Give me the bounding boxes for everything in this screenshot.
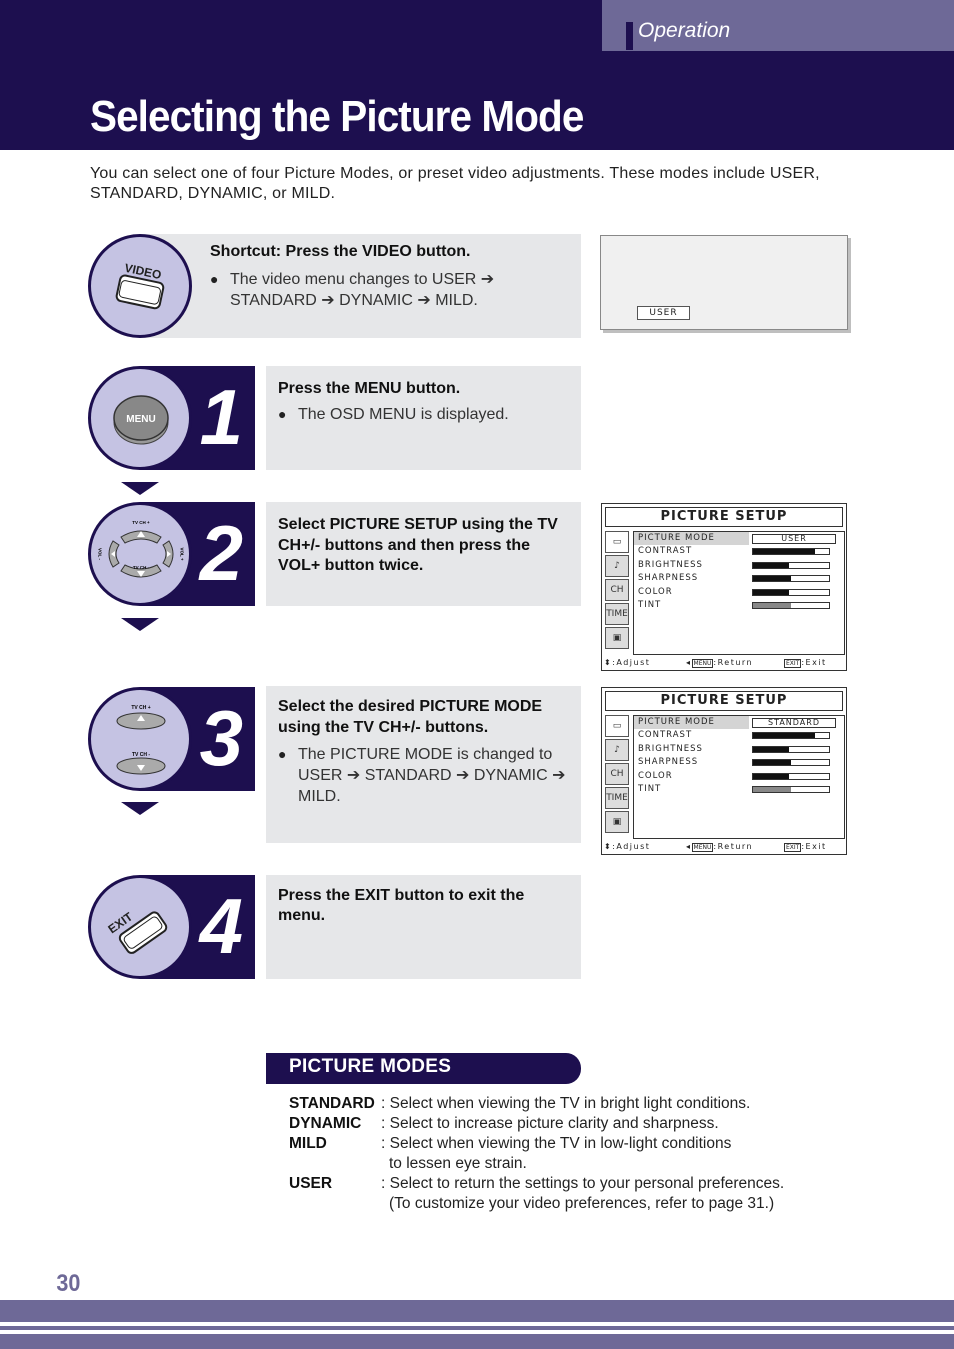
shortcut-bullet [210, 269, 581, 311]
menu-key-icon: MENU [693, 660, 712, 667]
osd-item-label: BRIGHTNESS [638, 743, 703, 754]
osd-row-tint [634, 599, 844, 612]
osd-row-brightness [634, 743, 844, 756]
osd-row-picture-mode [634, 716, 820, 729]
osd-mode-value: STANDARD [752, 718, 836, 728]
osd-level-bar [752, 575, 830, 582]
osd-item-label: TINT [638, 599, 662, 610]
osd-level-bar [752, 732, 830, 739]
footer-rule [0, 1326, 954, 1330]
osd-item-label: TINT [638, 783, 662, 794]
mode-term: DYNAMIC [289, 1115, 362, 1132]
osd-menu-body [633, 715, 845, 839]
osd-icon-column [605, 531, 631, 655]
osd-row-contrast [634, 545, 844, 558]
channel-volume-buttons-circle [88, 502, 192, 606]
osd-level-fill [753, 787, 791, 792]
tv-ch-down-label: TV CH - [132, 565, 150, 570]
osd-footer-exit [784, 656, 827, 671]
osd-item-label: SHARPNESS [638, 757, 699, 768]
picture-modes-heading: PICTURE MODES [289, 1056, 452, 1077]
osd-item-label: BRIGHTNESS [638, 559, 703, 570]
exit-button-icon [91, 878, 189, 976]
osd-item-label: COLOR [638, 586, 673, 597]
step-3-bullet [278, 744, 570, 807]
osd-title: PICTURE SETUP [605, 691, 843, 711]
osd-level-fill [753, 563, 789, 568]
mode-term: STANDARD [289, 1095, 375, 1112]
step-2-panel [266, 502, 581, 606]
section-tab [602, 0, 954, 51]
shortcut-panel [140, 234, 581, 338]
step-3-panel [266, 686, 581, 843]
shortcut-heading: Shortcut: Press the VIDEO button. [210, 243, 471, 260]
step-1-number: 1 [199, 373, 243, 461]
osd-level-bar [752, 773, 830, 780]
mode-definition: : Select when viewing the TV in bright light conditions. [381, 1095, 751, 1112]
osd-footer [602, 656, 846, 670]
osd-item-label: PICTURE MODE [638, 717, 715, 727]
page-number: 30 [56, 1270, 81, 1297]
osd-icon-column [605, 715, 631, 839]
osd-mode-value: USER [752, 534, 836, 544]
osd-footer-exit-text: :Exit [801, 658, 827, 667]
osd-level-fill [753, 590, 789, 595]
osd-level-fill [753, 603, 791, 608]
step-1-heading: Press the MENU button. [278, 380, 461, 397]
osd-item-label: PICTURE MODE [638, 533, 715, 543]
direction-pad-icon [91, 505, 189, 603]
video-button-icon [91, 237, 189, 335]
osd-level-bar [752, 602, 830, 609]
step-1-bullet [278, 404, 581, 425]
step-4-heading: Press the EXIT button to exit the menu. [278, 887, 525, 924]
step-3-number: 3 [199, 694, 243, 782]
step-3-heading: Select the desired PICTURE MODE using the TV CH+/- buttons. [278, 698, 543, 736]
osd-footer-exit [784, 840, 827, 855]
step-1-bullet-text: The OSD MENU is displayed. [298, 405, 509, 423]
speaker-icon: ♪ [605, 555, 629, 577]
osd-item-label: COLOR [638, 770, 673, 781]
osd-row-sharpness [634, 756, 844, 769]
step-2-heading: Select PICTURE SETUP using the TV CH+/- buttons and then press the VOL+ button twice. [278, 516, 558, 574]
osd-level-bar [752, 548, 830, 555]
osd-footer-adjust-text: :Adjust [612, 842, 651, 851]
tv-ch-up-label: TV CH + [131, 705, 151, 711]
footer-bar [0, 1300, 954, 1322]
osd-level-fill [753, 733, 815, 738]
picture-modes-header [266, 1053, 581, 1084]
menu-button-label: MENU [126, 414, 156, 425]
osd-footer-return: ◂ MENU :Return [686, 658, 754, 667]
footer-bar-bottom [0, 1334, 954, 1349]
tv-ch-up-label: TV CH + [132, 520, 150, 525]
video-button-label: VIDEO [123, 260, 163, 283]
osd-level-fill [753, 760, 791, 765]
vol-down-label: VOL - [97, 548, 103, 560]
arrow-down-icon [121, 802, 159, 815]
tv-ch-down-label: TV CH - [131, 752, 151, 758]
osd-footer-return-text: :Return [713, 658, 754, 667]
channel-buttons-icon [91, 690, 189, 788]
page-title: Selecting the Picture Mode [90, 92, 584, 141]
step-4-number: 4 [199, 882, 243, 970]
osd-row-color [634, 770, 844, 783]
mode-definition-continued: to lessen eye strain. [389, 1155, 527, 1172]
clock-icon: TIME [605, 603, 629, 625]
bullet-icon: ● [278, 746, 287, 762]
osd-row-contrast [634, 729, 844, 742]
exit-button-circle [88, 875, 192, 979]
osd-item-label: CONTRAST [638, 730, 693, 741]
menu-button-circle [88, 366, 192, 470]
osd-item-label: SHARPNESS [638, 573, 699, 584]
tv-screen-preview [600, 235, 848, 330]
step-1-panel [266, 366, 581, 470]
exit-key-icon: EXIT [786, 660, 800, 667]
osd-footer-return-text: :Return [713, 842, 754, 851]
osd-level-bar [752, 786, 830, 793]
menu-button-icon [91, 369, 189, 467]
osd-footer-adjust-text: :Adjust [612, 658, 651, 667]
screen-icon: ▣ [605, 811, 629, 833]
osd-level-fill [753, 549, 815, 554]
speaker-icon: ♪ [605, 739, 629, 761]
clock-icon: TIME [605, 787, 629, 809]
osd-picture-setup-standard [601, 687, 847, 855]
osd-footer-adjust: ⬍:Adjust [604, 842, 651, 851]
osd-picture-setup-user [601, 503, 847, 671]
bullet-icon: ● [210, 270, 219, 287]
step-4-panel [266, 875, 581, 979]
arrow-down-icon [121, 618, 159, 631]
mode-definition-continued: (To customize your video preferences, refer to page 31.) [389, 1195, 775, 1212]
section-label: Operation [638, 19, 731, 42]
osd-level-bar [752, 589, 830, 596]
exit-key-icon: EXIT [786, 844, 800, 851]
osd-title: PICTURE SETUP [605, 507, 843, 527]
osd-menu-body [633, 531, 845, 655]
screen-icon: ▣ [605, 627, 629, 649]
osd-level-fill [753, 774, 789, 779]
mode-definition: : Select to return the settings to your personal preferences. [381, 1175, 785, 1192]
screen-mode-value: USER [637, 306, 690, 320]
mode-term: MILD [289, 1135, 327, 1152]
osd-level-bar [752, 759, 830, 766]
mode-definition: : Select when viewing the TV in low-light conditions [381, 1135, 732, 1152]
bullet-icon: ● [278, 405, 287, 422]
arrow-down-icon [121, 482, 159, 495]
mode-definition: : Select to increase picture clarity and sharpness. [381, 1115, 719, 1132]
menu-key-icon: MENU [693, 844, 712, 851]
video-button-circle [88, 234, 192, 338]
channel-icon: CH [605, 579, 629, 601]
osd-footer-return: ◂ MENU :Return [686, 842, 754, 851]
mode-term: USER [289, 1175, 333, 1192]
osd-footer [602, 840, 846, 854]
osd-level-fill [753, 576, 791, 581]
tv-icon: ▭ [605, 715, 629, 737]
step-3-bullet-text: The PICTURE MODE is changed to USER ➔ STANDARD ➔ DYNAMIC ➔ MILD. [298, 746, 566, 805]
osd-footer-exit-text: :Exit [801, 842, 827, 851]
shortcut-bullet-text: The video menu changes to USER ➔ STANDARD ➔ DYNAMIC ➔ MILD. [230, 270, 495, 309]
channel-icon: CH [605, 763, 629, 785]
channel-buttons-circle [88, 687, 192, 791]
osd-row-sharpness [634, 572, 844, 585]
step-2-number: 2 [199, 509, 243, 597]
osd-footer-adjust: ⬍:Adjust [604, 658, 651, 667]
vol-up-label: VOL + [179, 547, 185, 561]
osd-level-bar [752, 746, 830, 753]
osd-level-fill [753, 747, 789, 752]
osd-row-brightness [634, 559, 844, 572]
osd-item-label: CONTRAST [638, 546, 693, 557]
tv-icon: ▭ [605, 531, 629, 553]
exit-button-label: EXIT [105, 909, 136, 937]
osd-row-picture-mode [634, 532, 807, 545]
section-tab-marker [626, 22, 633, 50]
osd-level-bar [752, 562, 830, 569]
intro-text: You can select one of four Picture Modes, or preset video adjustments. These modes include USER, STANDARD, DYNAMIC, or MILD. [90, 165, 820, 202]
osd-row-color [634, 586, 844, 599]
osd-row-tint [634, 783, 844, 796]
